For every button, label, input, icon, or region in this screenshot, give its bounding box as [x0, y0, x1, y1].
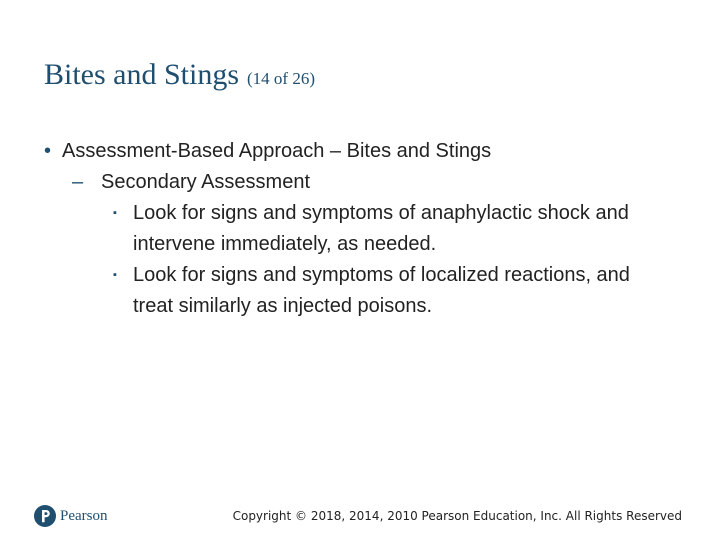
pearson-logo [34, 505, 108, 527]
dash-marker: – [72, 171, 84, 193]
title-page-count: (14 of 26) [247, 69, 315, 88]
bullet-text: Look for signs and symptoms of anaphylactic shock and intervene immediately, as needed. [133, 202, 629, 255]
copyright-text: Copyright © 2018, 2014, 2010 Pearson Education, Inc. All Rights Reserved [232, 509, 682, 523]
square-marker: ▪ [113, 269, 117, 281]
square-marker: ▪ [113, 207, 117, 219]
bullet-text: Secondary Assessment [101, 171, 310, 193]
bullet-level-3 [0, 198, 653, 260]
bullet-level-3 [0, 260, 653, 322]
pearson-logo-icon [34, 505, 56, 527]
bullet-text: Assessment-Based Approach – Bites and Stings [62, 140, 492, 162]
bullet-level-1 [0, 136, 720, 167]
bullet-list [0, 136, 720, 322]
bullet-text: Look for signs and symptoms of localized reactions, and treat similarly as injected poisons. [133, 264, 630, 317]
bullet-marker: • [44, 140, 52, 162]
slide-title [44, 58, 315, 92]
title-text: Bites and Stings [44, 58, 240, 91]
logo-wordmark: Pearson [60, 507, 108, 524]
bullet-level-2 [0, 167, 720, 198]
